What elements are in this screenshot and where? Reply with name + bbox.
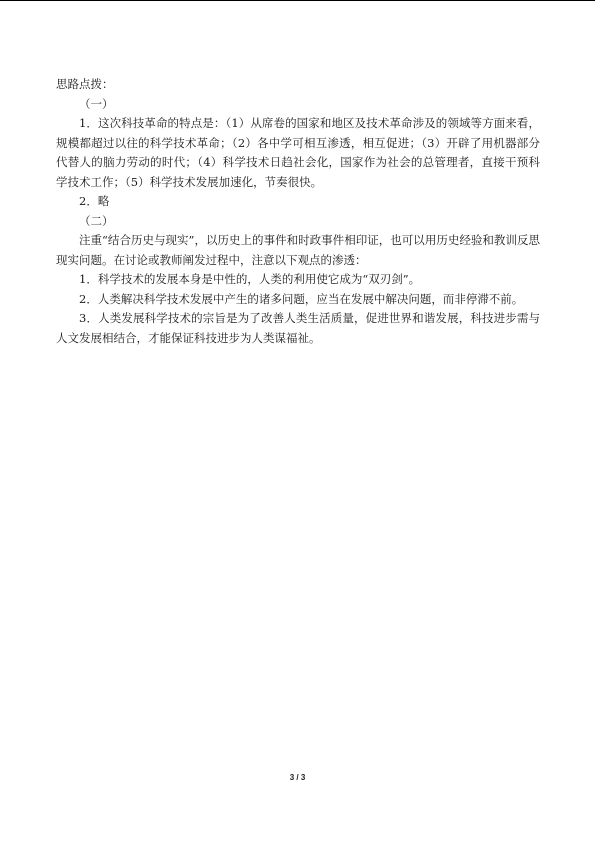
viewpoint-1: 1．科学技术的发展本身是中性的，人类的利用使它成为“双刃剑”。 [79, 272, 421, 286]
viewpoint-2: 2．人类解决科学技术发展中产生的诸多问题，应当在发展中解决问题，而非停滞不前。 [79, 291, 524, 306]
section-heading: 思路点拨： [56, 77, 114, 91]
part-label-two: （二） [79, 213, 114, 228]
document-body [56, 75, 540, 348]
intro-paragraph: 注重“结合历史与现实”，以历史上的事件和时政事件相印证，也可以用历史经验和教训反思现实问题。在讨论或教师阐发过程中，注意以下观点的渗透： [56, 233, 540, 267]
answer-item-1: 1．这次科技革命的特点是：（1）从席卷的国家和地区及技术革命涉及的领域等方面来看，规模都超过以往的科学技术革命；（2）各中学可相互渗透，相互促进；（3）开辟了用机器部分代替人的脑力劳动的时代；（4）科学技术日趋社会化，国家作为社会的总管理者，直接干预科学技术工作；（5）科学技术发展加速化，节奏很快。 [56, 116, 540, 189]
answer-item-2: 2．略 [79, 194, 110, 208]
header-rule [0, 0, 595, 1]
viewpoint-3: 3．人类发展科学技术的宗旨是为了改善人类生活质量，促进世界和谐发展，科技进步需与人文发展相结合，才能保证科技进步为人类谋福祉。 [56, 311, 540, 345]
part-label-one: （一） [79, 96, 114, 111]
page-number: 3 / 3 [289, 773, 306, 782]
